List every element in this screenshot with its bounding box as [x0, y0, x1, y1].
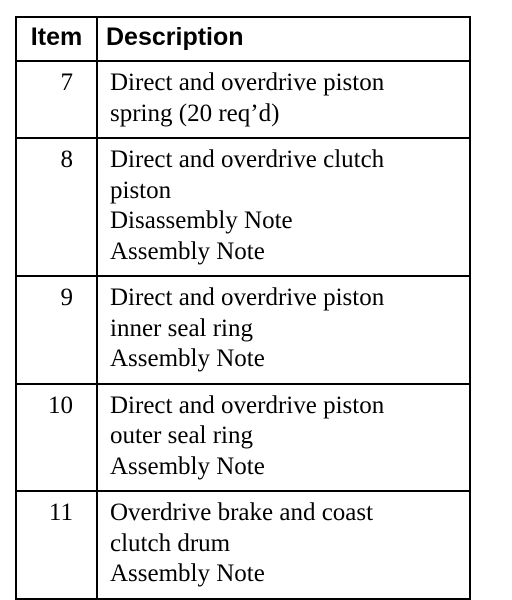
description-column-header: Description: [97, 17, 470, 61]
table-row: [16, 61, 470, 138]
table-row: [16, 138, 470, 276]
description-line: Direct and overdrive clutch: [110, 146, 385, 173]
description-line: inner seal ring: [110, 314, 254, 342]
description-line: outer seal ring: [110, 422, 254, 449]
parts-table: [15, 16, 471, 600]
description-line: spring (20 req’d): [110, 99, 280, 127]
header-row: [16, 17, 470, 61]
description-cell: [97, 384, 470, 492]
item-number: 8: [16, 138, 97, 276]
description-line: piston: [110, 176, 172, 204]
assembly-note-link: Assembly Note: [110, 452, 265, 480]
item-number: 10: [16, 384, 97, 492]
item-number: 9: [16, 276, 97, 384]
assembly-note-link: Assembly Note: [110, 345, 265, 372]
item-number: 7: [16, 61, 97, 138]
description-line: Direct and overdrive piston: [110, 284, 385, 311]
assembly-note-link: Assembly Note: [110, 560, 265, 587]
table-row: [16, 276, 470, 384]
table-row: [16, 491, 470, 599]
description-cell: [97, 491, 470, 599]
description-cell: [97, 138, 470, 276]
item-column-header: Item: [16, 17, 97, 61]
description-line: clutch drum: [110, 529, 231, 557]
item-number: 11: [16, 491, 97, 599]
description-line: Overdrive brake and coast: [110, 499, 374, 526]
assembly-note-link: Assembly Note: [110, 237, 265, 265]
description-cell: [97, 276, 470, 384]
description-line: Direct and overdrive piston: [110, 69, 385, 96]
table-row: [16, 384, 470, 492]
description-line: Direct and overdrive piston: [110, 391, 385, 419]
disassembly-note-link: Disassembly Note: [110, 207, 293, 234]
description-cell: [97, 61, 470, 138]
